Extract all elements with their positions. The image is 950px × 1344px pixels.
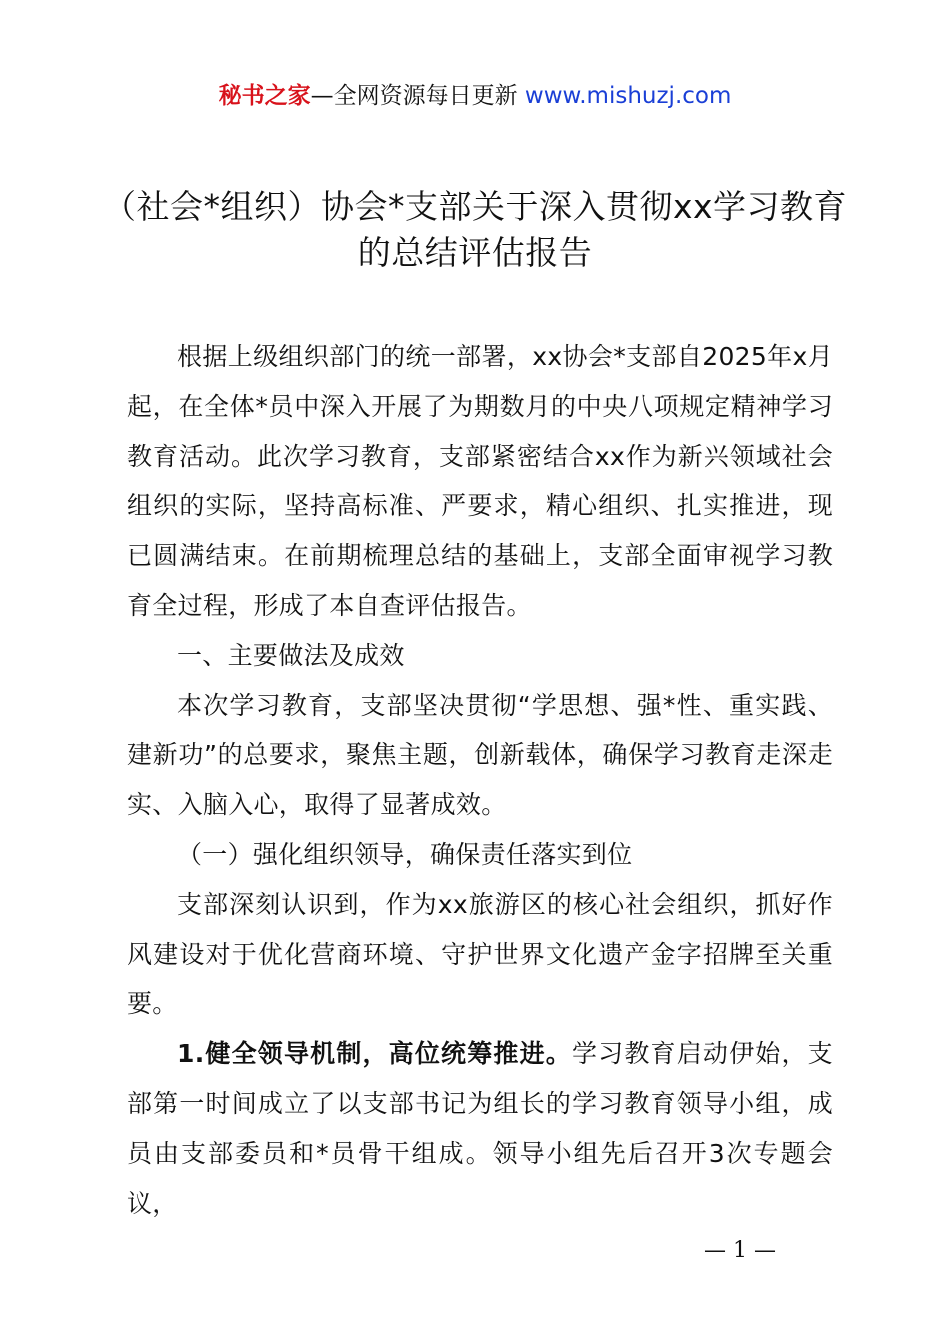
subsection-1-paragraph: 支部深刻认识到，作为xx旅游区的核心社会组织，抓好作风建设对于优化营商环境、守护世界文化遗产金字招牌至关重要。 (127, 889, 833, 1019)
site-url-link[interactable]: www.mishuzj.com (524, 83, 732, 109)
item-1-lead: 1.健全领导机制，高位统筹推进。 (177, 1039, 572, 1069)
subsection-heading-1: （一）强化组织领导，确保责任落实到位 (177, 839, 633, 869)
item-1-text: 学习教育启动伊始，支部第一时间成立了以支部书记为组长的学习教育领导小组，成员由支部委员和*员骨干组成。领导小组先后召开3次专题会议， (127, 1039, 833, 1218)
document-body (127, 332, 833, 1228)
site-brand: 秘书之家 (218, 83, 311, 109)
item-1-paragraph (127, 1029, 833, 1228)
intro-paragraph: 根据上级组织部门的统一部署，xx协会*支部自2025年x月起，在全体*员中深入开展了为期数月的中央八项规定精神学习教育活动。此次学习教育，支部紧密结合xx作为新兴领域社会组织的实际，坚持高标准、严要求，精心组织、扎实推进，现已圆满结束。在前期梳理总结的基础上，支部全面审视学习教育全过程，形成了本自查评估报告。 (127, 342, 833, 620)
section-heading-1: 一、主要做法及成效 (177, 640, 405, 670)
document-title: （社会*组织）协会*支部关于深入贯彻xx学习教育的总结评估报告 (102, 187, 848, 272)
page-number: — 1 — (704, 1238, 776, 1263)
section-1-paragraph: 本次学习教育，支部坚决贯彻“学思想、强*性、重实践、建新功”的总要求，聚焦主题，创新载体，确保学习教育走深走实、入脑入心，取得了显著成效。 (127, 690, 833, 820)
site-slogan: —全网资源每日更新 (310, 83, 525, 109)
site-header (0, 79, 950, 113)
